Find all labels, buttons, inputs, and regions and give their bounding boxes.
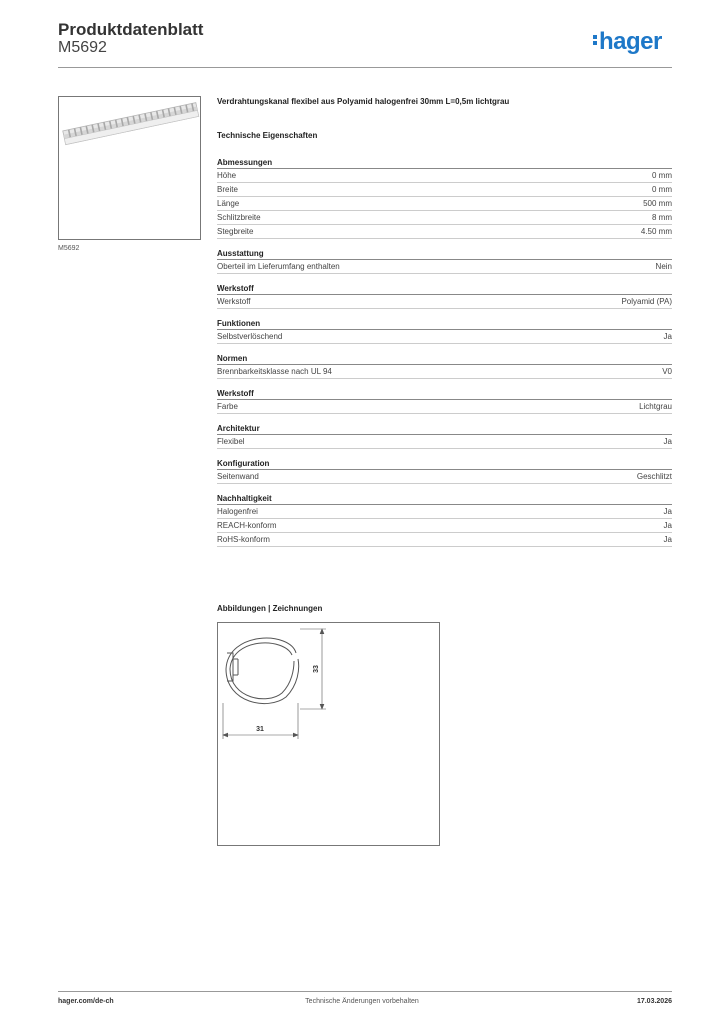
spec-row bbox=[217, 211, 672, 225]
footer-divider bbox=[58, 991, 672, 992]
logo-text: hager bbox=[599, 28, 662, 55]
spec-label: Selbstverlöschend bbox=[217, 332, 283, 341]
spec-value: 4.50 mm bbox=[640, 227, 672, 236]
spec-group bbox=[217, 157, 672, 239]
spec-label: Seitenwand bbox=[217, 472, 259, 481]
spec-row bbox=[217, 505, 672, 519]
spec-row bbox=[217, 295, 672, 309]
spec-row bbox=[217, 400, 672, 414]
spec-group-title: Normen bbox=[217, 353, 672, 365]
spec-row bbox=[217, 197, 672, 211]
spec-value: Geschlitzt bbox=[636, 472, 672, 481]
article-number: M5692 bbox=[58, 39, 107, 56]
spec-group bbox=[217, 353, 672, 379]
spec-row bbox=[217, 470, 672, 484]
spec-value: 0 mm bbox=[652, 185, 672, 194]
hager-logo bbox=[593, 28, 662, 56]
spec-group-title: Werkstoff bbox=[217, 388, 672, 400]
spec-value: 0 mm bbox=[652, 171, 672, 180]
duct-profile-drawing bbox=[218, 623, 439, 845]
spec-label: Höhe bbox=[217, 171, 237, 180]
product-image bbox=[58, 96, 201, 240]
spec-group bbox=[217, 318, 672, 344]
spec-group bbox=[217, 458, 672, 484]
spec-table bbox=[217, 157, 672, 556]
spec-label: Länge bbox=[217, 199, 240, 208]
spec-group-title: Nachhaltigkeit bbox=[217, 493, 672, 505]
spec-group-title: Ausstattung bbox=[217, 248, 672, 260]
spec-row bbox=[217, 183, 672, 197]
tech-heading: Technische Eigenschaften bbox=[217, 131, 318, 140]
spec-value: Lichtgrau bbox=[639, 402, 672, 411]
spec-value: Nein bbox=[655, 262, 672, 271]
spec-label: Stegbreite bbox=[217, 227, 254, 236]
spec-row bbox=[217, 225, 672, 239]
spec-label: REACH-konform bbox=[217, 521, 277, 530]
spec-group bbox=[217, 248, 672, 274]
spec-group bbox=[217, 283, 672, 309]
footer-date: 17.03.2026 bbox=[636, 998, 672, 1005]
spec-value: Ja bbox=[663, 521, 672, 530]
spec-row bbox=[217, 169, 672, 183]
technical-drawing bbox=[217, 622, 440, 846]
spec-group bbox=[217, 493, 672, 547]
spec-group-title: Funktionen bbox=[217, 318, 672, 330]
drawings-heading: Abbildungen | Zeichnungen bbox=[217, 604, 323, 613]
page-title: Produktdatenblatt bbox=[58, 20, 204, 39]
spec-value: V0 bbox=[662, 367, 672, 376]
spec-row bbox=[217, 365, 672, 379]
spec-label: Brennbarkeitsklasse nach UL 94 bbox=[217, 367, 332, 376]
dimension-height-label: 33 bbox=[313, 665, 320, 673]
spec-group bbox=[217, 388, 672, 414]
spec-row bbox=[217, 519, 672, 533]
spec-label: Schlitzbreite bbox=[217, 213, 261, 222]
footer-note: Technische Änderungen vorbehalten bbox=[305, 998, 419, 1005]
spec-value: Ja bbox=[663, 332, 672, 341]
spec-group-title: Konfiguration bbox=[217, 458, 672, 470]
spec-group-title: Werkstoff bbox=[217, 283, 672, 295]
logo-dots-icon bbox=[593, 33, 597, 47]
image-caption: M5692 bbox=[58, 245, 80, 252]
spec-value: Ja bbox=[663, 535, 672, 544]
cable-duct-icon bbox=[59, 97, 200, 239]
spec-group bbox=[217, 423, 672, 449]
spec-label: RoHS-konform bbox=[217, 535, 270, 544]
spec-row bbox=[217, 330, 672, 344]
spec-label: Werkstoff bbox=[217, 297, 251, 306]
dimension-width-label: 31 bbox=[256, 726, 264, 733]
spec-label: Halogenfrei bbox=[217, 507, 258, 516]
spec-value: 500 mm bbox=[643, 199, 672, 208]
spec-group-title: Architektur bbox=[217, 423, 672, 435]
footer-website[interactable]: hager.com/de-ch bbox=[58, 998, 114, 1005]
spec-label: Flexibel bbox=[217, 437, 245, 446]
spec-value: 8 mm bbox=[652, 213, 672, 222]
spec-row bbox=[217, 435, 672, 449]
spec-row bbox=[217, 533, 672, 547]
spec-row bbox=[217, 260, 672, 274]
header-divider bbox=[58, 67, 672, 68]
spec-label: Breite bbox=[217, 185, 238, 194]
product-description: Verdrahtungskanal flexibel aus Polyamid halogenfrei 30mm L=0,5m lichtgrau bbox=[217, 97, 510, 106]
spec-value: Polyamid (PA) bbox=[621, 297, 672, 306]
spec-group-title: Abmessungen bbox=[217, 157, 672, 169]
spec-label: Farbe bbox=[217, 402, 238, 411]
spec-label: Oberteil im Lieferumfang enthalten bbox=[217, 262, 340, 271]
spec-value: Ja bbox=[663, 437, 672, 446]
spec-value: Ja bbox=[663, 507, 672, 516]
